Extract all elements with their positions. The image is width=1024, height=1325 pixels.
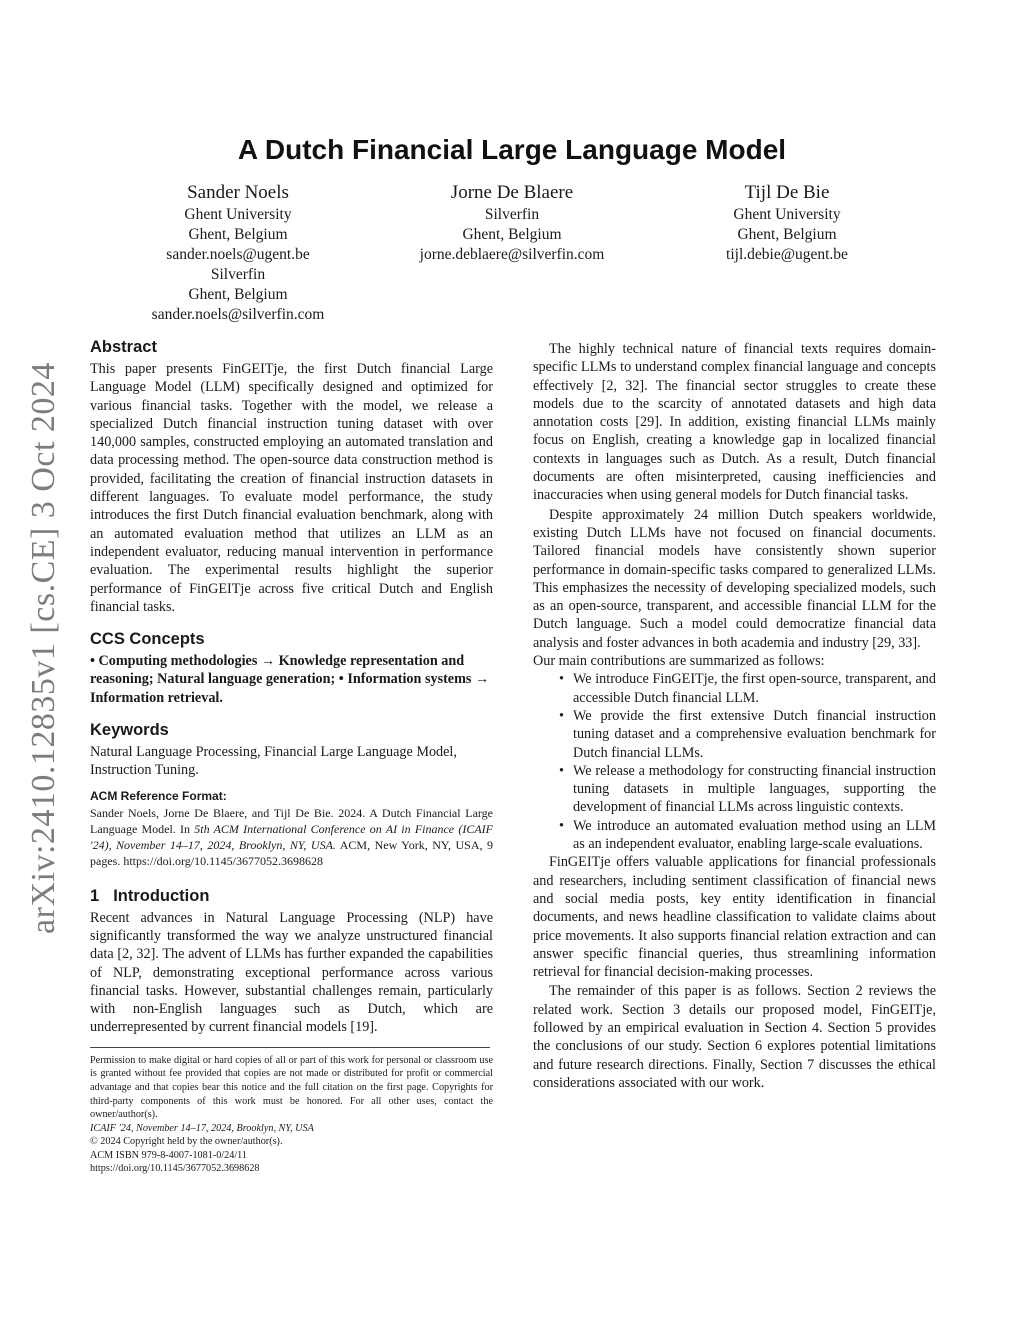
author-name: Jorne De Blaere (450, 182, 574, 203)
author-affiliation: Ghent University (733, 206, 841, 223)
author-affiliation: Silverfin (210, 266, 266, 283)
venue-line: ICAIF '24, November 14–17, 2024, Brooklyn, NY, USA (90, 1122, 314, 1134)
author-1 (103, 181, 373, 325)
author-location: Ghent, Belgium (462, 226, 562, 243)
section-title: Introduction (113, 886, 210, 905)
author-affiliation: Silverfin (484, 206, 540, 223)
arxiv-id: arXiv:2410.12835v1 [cs.CE] 3 Oct 2024 (25, 362, 62, 934)
footnote-rule (90, 1047, 490, 1048)
list-item: • We release a methodology for constructing financial instruction tuning datasets in multiple languages, supporting the development of financial LLMs across linguistic contexts. (573, 762, 936, 817)
abstract-heading: Abstract (90, 338, 157, 356)
author-location: Ghent, Belgium (737, 226, 837, 243)
intro-paragraph: Recent advances in Natural Language Processing (NLP) have significantly transformed the way we analyze unstructured financial data [2, 32]. The advent of LLMs has further expanded the capabilities of NLP, demonstrating exceptional performance across various financial tasks. However, substantial challenges remain, particularly with non-English languages such as Dutch, which are underrepresented by current financial models [19]. (90, 909, 493, 1036)
acm-ref-venue: 5th ACM International Conference on AI in Finance (ICAIF '24), November 14–17, 2024, Brooklyn, NY, USA. (90, 821, 493, 852)
copyright-line: © 2024 Copyright held by the owner/author(s). (90, 1136, 283, 1148)
doi-link[interactable]: https://doi.org/10.1145/3677052.3698628 (90, 1163, 260, 1175)
section-heading-introduction (90, 885, 493, 907)
author-block (90, 181, 934, 331)
paragraph: The highly technical nature of financial texts requires domain-specific LLMs to understand complex financial language and concepts effectively [2, 32]. The financial sector struggles to create these models due to the scarcity of annotated datasets and high data annotation costs [29]. In addition, existing financial LLMs mainly focus on English, creating a knowledge gap in localized financial contexts in languages such as Dutch. As a result, Dutch financial documents are often misinterpreted, causing inefficiencies and inaccuracies when using general models for Dutch financial tasks. (533, 341, 936, 504)
permission-notice: Permission to make digital or hard copies of all or part of this work for personal or classroom use is granted without fee provided that copies are not made or distributed for profit or commercial advantage and that copies bear this notice and the full citation on the first page. Copyrights for third-party components of this work must be honored. For all other uses, contact the owner/author(s). (90, 1054, 493, 1121)
left-column (90, 336, 493, 1176)
right-column (533, 340, 936, 1092)
abstract-text: This paper presents FinGEITje, the first Dutch financial Large Language Model (LLM) specifically designed and optimized for various financial tasks. Together with the model, we release a specialized Dutch financial instruction tuning dataset with over 140,000 samples, constructed employing an automated translation and data processing method. The open-source data construction method is provided, facilitating the creation of financial instruction datasets in different languages. To evaluate model performance, the study introduces the first Dutch financial evaluation benchmark, along with an automated evaluation method that utilizes an LLM as an independent evaluator, reducing manual intervention in performance evaluation. The experimental results highlight the superior performance of FinGEITje across five critical Dutch and English financial tasks. (90, 361, 493, 615)
author-3 (652, 181, 922, 265)
author-email: sander.noels@ugent.be (166, 246, 310, 263)
acm-ref-heading: ACM Reference Format: (90, 788, 227, 803)
ccs-heading: CCS Concepts (90, 630, 205, 649)
contributions-intro: Our main contributions are summarized as follows: (533, 653, 825, 670)
section-number: 1 (90, 886, 100, 905)
paragraph: Despite approximately 24 million Dutch speakers worldwide, existing Dutch LLMs have not focused on financial documents. Tailored financial models have consistently shown superior performance in domain-specific tasks compared to generalized LLMs. This emphasizes the necessity of developing specialized models, such as an open-source, transparent, and accessible financial LLM for the Dutch language. Such a model could democratize financial data analysis and foster advances in both academia and industry [29, 33]. (533, 506, 936, 651)
keywords-text: Natural Language Processing, Financial Large Language Model, Instruction Tuning. (90, 744, 457, 779)
author-location: Ghent, Belgium (188, 286, 288, 303)
author-email: jorne.deblaere@silverfin.com (419, 246, 605, 263)
paragraph: FinGEITje offers valuable applications for financial professionals and researchers, including sentiment classification of financial news and social media posts, key entity identification in financial documents, and news headline classification to validate claims about price movements. It also supports financial relation extraction and can answer specific financial queries, thus streamlining information retrieval for financial decision-making processes. (533, 854, 936, 981)
ccs-text: • Computing methodologies → Knowledge representation and reasoning; Natural language generation; • Information systems → Information retrieval. (90, 653, 490, 706)
paper-title: A Dutch Financial Large Language Model (237, 134, 787, 165)
list-item: • We introduce FinGEITje, the first open-source, transparent, and accessible Dutch financial LLM. (573, 670, 936, 707)
acm-ref-text (90, 805, 493, 869)
author-name: Sander Noels (187, 182, 289, 203)
list-item: • We provide the first extensive Dutch financial instruction tuning dataset and a comprehensive evaluation benchmark for Dutch financial LLMs. (573, 707, 936, 762)
author-email: tijl.debie@ugent.be (726, 246, 848, 263)
isbn-line: ACM ISBN 979-8-4007-1081-0/24/11 (90, 1149, 247, 1161)
author-location: Ghent, Belgium (188, 226, 288, 243)
acm-ref-publisher: ACM, New York, NY, USA, 9 pages. https://doi.org/10.1145/3677052.3698628 (90, 837, 493, 868)
author-name: Tijl De Bie (744, 182, 830, 203)
acm-ref-authors: Sander Noels, Jorne De Blaere, and Tijl De Bie. 2024. A Dutch Financial Large Language Model. In (90, 805, 493, 836)
author-2 (377, 181, 647, 265)
author-affiliation: Ghent University (184, 206, 292, 223)
author-email: sander.noels@silverfin.com (151, 306, 325, 323)
keywords-heading: Keywords (90, 721, 169, 740)
list-item: • We introduce an automated evaluation method using an LLM as an independent evaluator, enabling large-scale evaluations. (573, 817, 936, 854)
footnote-block (90, 1047, 493, 1176)
contributions-list (533, 670, 936, 853)
paragraph: The remainder of this paper is as follows. Section 2 reviews the related work. Section 3 details our proposed model, FinGEITje, followed by an empirical evaluation in Section 4. Section 5 provides the conclusions of our study. Section 6 explores potential limitations and future research directions. Finally, Section 7 discusses the ethical considerations associated with our work. (533, 983, 936, 1091)
